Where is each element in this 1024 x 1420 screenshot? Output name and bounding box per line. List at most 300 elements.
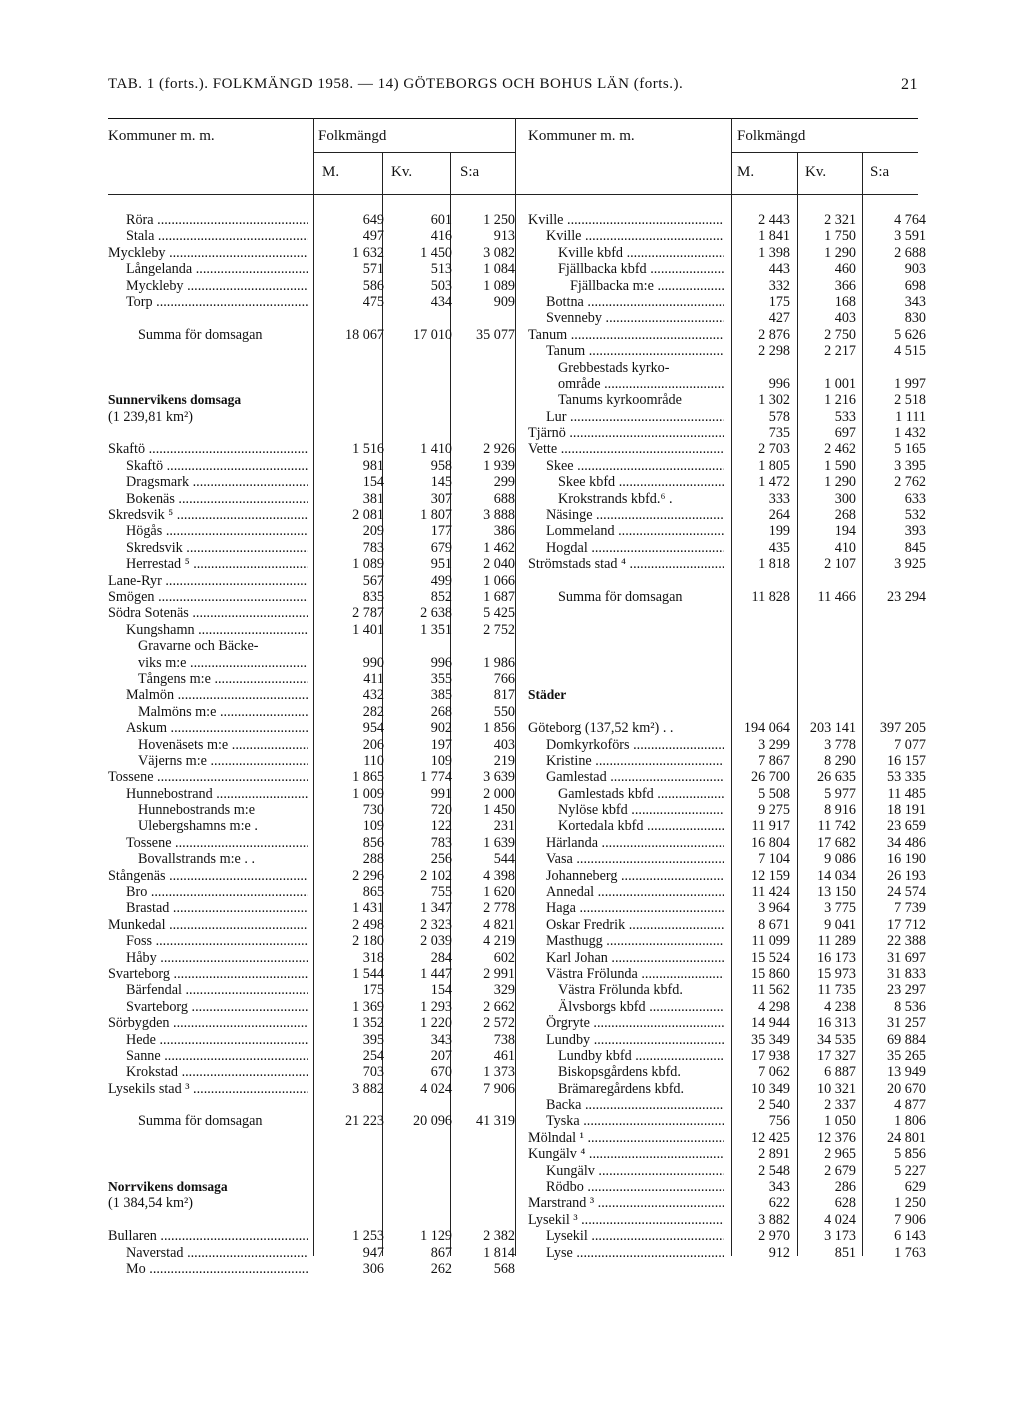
table-row (528, 1081, 928, 1097)
row-label: Myckleby ..... (126, 278, 308, 294)
value-women: 410 (834, 539, 856, 556)
value-men: 11 917 (751, 818, 790, 835)
value-women: 12 376 (816, 1129, 856, 1146)
value-men: 411 (363, 670, 384, 687)
row-label: Backa ..... (546, 1097, 724, 1113)
row-label: Skee kbfd ..... (558, 474, 724, 490)
row-label: Kungälv ..... (546, 1163, 724, 1179)
table-row (108, 212, 523, 228)
table-row (528, 950, 928, 966)
value-women: 11 742 (817, 818, 856, 835)
row-label: Tanum ..... (528, 327, 724, 343)
table-row (108, 982, 523, 998)
table-row (108, 638, 523, 654)
table-row (108, 1195, 523, 1211)
value-women: 1 220 (420, 1015, 452, 1032)
row-label: Smögen ..... (108, 589, 308, 605)
left-folkmangd-header: Folkmängd (318, 128, 387, 144)
value-women: 17 010 (412, 326, 452, 343)
value-total: 26 193 (886, 867, 926, 884)
table-row (108, 999, 523, 1015)
value-total: 4 515 (894, 343, 926, 360)
table-row (528, 1048, 928, 1064)
value-men: 996 (768, 375, 790, 392)
page-header (108, 76, 918, 98)
table-row (108, 1179, 523, 1195)
value-women: 10 321 (816, 1080, 856, 1097)
value-men: 5 508 (758, 785, 790, 802)
value-women: 697 (834, 425, 856, 442)
row-label: (1 384,54 km²) (108, 1195, 194, 1212)
table-row (108, 966, 523, 982)
value-men: 10 349 (750, 1080, 790, 1097)
value-total: 688 (493, 490, 515, 507)
table-row (528, 228, 928, 244)
table-row (528, 540, 928, 556)
value-men: 11 099 (751, 933, 790, 950)
table-row (528, 376, 928, 392)
value-women: 8 290 (824, 752, 856, 769)
value-men: 783 (362, 539, 384, 556)
value-women: 416 (430, 228, 452, 245)
value-men: 1 805 (758, 457, 790, 474)
spacer-row (108, 1163, 523, 1179)
value-total: 3 591 (894, 228, 926, 245)
table-row (528, 1032, 928, 1048)
row-label: Nylöse kbfd ..... (558, 802, 724, 818)
value-total: 8 536 (894, 998, 926, 1015)
value-total: 299 (493, 474, 515, 491)
table-row (108, 1081, 523, 1097)
value-women: 1 293 (420, 998, 452, 1015)
value-total: 11 485 (887, 785, 926, 802)
value-men: 3 882 (352, 1080, 384, 1097)
value-total: 7 906 (483, 1080, 515, 1097)
value-total: 532 (904, 507, 926, 524)
value-men: 8 671 (758, 916, 790, 933)
row-label: Brämaregårdens kbfd. (558, 1080, 685, 1097)
value-women: 783 (430, 834, 452, 851)
row-label: Vasa ..... (546, 851, 724, 867)
value-men: 18 067 (344, 326, 384, 343)
row-label: Näsinge ..... (546, 507, 724, 523)
value-men: 175 (768, 293, 790, 310)
table-row (528, 966, 928, 982)
value-men: 7 104 (758, 851, 790, 868)
value-total: 7 739 (894, 900, 926, 917)
value-women: 2 323 (420, 916, 452, 933)
value-women: 4 024 (420, 1080, 452, 1097)
table-row (108, 523, 523, 539)
row-label: Fjällbacka m:e ..... (570, 278, 724, 294)
value-women: 343 (430, 1031, 452, 1048)
table-row (108, 589, 523, 605)
left-column (108, 212, 523, 1277)
value-total: 6 143 (894, 1228, 926, 1245)
value-men: 954 (362, 720, 384, 737)
row-label: Mölndal ¹ ..... (528, 1130, 724, 1146)
table-row (108, 802, 523, 818)
row-label: område ..... (558, 376, 724, 392)
table-row (528, 491, 928, 507)
value-men: 175 (362, 982, 384, 999)
value-women: 268 (430, 703, 452, 720)
value-men: 475 (362, 293, 384, 310)
value-women: 996 (430, 654, 452, 671)
right-column (528, 212, 928, 1261)
value-women: 11 735 (817, 982, 856, 999)
table-row (108, 507, 523, 523)
row-label: Tjärnö ..... (528, 425, 724, 441)
value-men: 381 (362, 490, 384, 507)
table-row (108, 409, 523, 425)
spacer-row (108, 425, 523, 441)
value-women: 286 (834, 1179, 856, 1196)
table-row (108, 540, 523, 556)
spacer-row (528, 638, 928, 654)
row-label: Tyska ..... (546, 1113, 724, 1129)
value-total: 1 250 (894, 1195, 926, 1212)
value-men: 3 882 (758, 1211, 790, 1228)
value-total: 903 (904, 261, 926, 278)
table-row (528, 900, 928, 916)
table-row (108, 769, 523, 785)
row-label: Södra Sotenäs ..... (108, 605, 308, 621)
table-row (528, 884, 928, 900)
spacer-row (528, 655, 928, 671)
value-men: 26 700 (750, 769, 790, 786)
table-row (528, 818, 928, 834)
value-men: 1 431 (352, 900, 384, 917)
row-label: Skredsvik ⁵ ..... (108, 507, 308, 523)
table-row (108, 868, 523, 884)
spacer-row (108, 376, 523, 392)
row-label: Bärfendal ..... (126, 982, 308, 998)
table-row (528, 458, 928, 474)
row-label: Lundby kbfd ..... (558, 1048, 724, 1064)
table-row (528, 360, 928, 376)
value-men: 318 (362, 949, 384, 966)
table-row (528, 1195, 928, 1211)
value-total: 35 265 (886, 1047, 926, 1064)
value-men: 154 (362, 474, 384, 491)
table-row (108, 720, 523, 736)
value-men: 1 352 (352, 1015, 384, 1032)
row-label: Västra Frölunda kbfd. (558, 982, 683, 999)
value-men: 1 544 (352, 965, 384, 982)
value-men: 865 (362, 884, 384, 901)
value-men: 194 064 (743, 720, 790, 737)
table-row (528, 589, 928, 605)
value-women: 499 (430, 572, 452, 589)
row-label: Kungälv ⁴ ..... (528, 1146, 724, 1162)
row-label: Stala ..... (126, 228, 308, 244)
value-women: 385 (430, 687, 452, 704)
row-label: Grebbestads kyrko- (558, 359, 670, 376)
value-total: 393 (904, 523, 926, 540)
value-women: 1 290 (824, 244, 856, 261)
value-total: 698 (904, 277, 926, 294)
value-women: 11 289 (817, 933, 856, 950)
value-men: 432 (362, 687, 384, 704)
row-label: Domkyrkoförs ..... (546, 737, 724, 753)
value-total: 53 335 (886, 769, 926, 786)
value-women: 2 679 (824, 1162, 856, 1179)
value-women: 207 (430, 1047, 452, 1064)
value-total: 2 752 (483, 621, 515, 638)
row-label: Gravarne och Bäcke- (138, 638, 259, 655)
value-total: 2 991 (483, 965, 515, 982)
row-label: Håby ..... (126, 950, 308, 966)
row-label: Askum ..... (126, 720, 308, 736)
value-total: 2 688 (894, 244, 926, 261)
value-women: 601 (430, 212, 452, 228)
value-women: 1 774 (420, 769, 452, 786)
table-row (108, 1245, 523, 1261)
table-row (528, 310, 928, 326)
value-men: 622 (768, 1195, 790, 1212)
spacer-row (528, 704, 928, 720)
row-label: Biskopsgårdens kbfd. (558, 1064, 681, 1081)
value-total: 817 (493, 687, 515, 704)
table-row (528, 1113, 928, 1129)
table-row (528, 786, 928, 802)
row-label: Sanne ..... (126, 1048, 308, 1064)
value-men: 2 540 (758, 1097, 790, 1114)
value-total: 31 697 (886, 949, 926, 966)
value-total: 23 297 (886, 982, 926, 999)
table-row (528, 802, 928, 818)
value-men: 15 524 (750, 949, 790, 966)
row-label: Hunnebostrands m:e (138, 802, 256, 819)
row-label: Lundby ..... (546, 1032, 724, 1048)
row-label: Lommeland ..... (546, 523, 724, 539)
table-row (108, 294, 523, 310)
row-label: Norrvikens domsaga (108, 1179, 228, 1195)
value-women: 2 102 (420, 867, 452, 884)
row-label: Stångenäs ..... (108, 868, 308, 884)
row-label: Hede ..... (126, 1032, 308, 1048)
table-row (528, 769, 928, 785)
right-kommuner-header: Kommuner m. m. (528, 128, 635, 144)
table-row (528, 737, 928, 753)
table-row (108, 818, 523, 834)
value-men: 1 253 (352, 1228, 384, 1245)
left-sa-header: S:a (460, 164, 480, 180)
value-men: 1 302 (758, 392, 790, 409)
value-total: 1 763 (894, 1244, 926, 1261)
table-row (108, 228, 523, 244)
right-m-header: M. (737, 164, 755, 180)
row-label: Hovenäsets m:e ..... (138, 737, 308, 753)
value-women: 2 965 (824, 1146, 856, 1163)
table-row (108, 491, 523, 507)
row-label: Tossene ..... (108, 769, 308, 785)
row-label: Gamlestads kbfd ..... (558, 786, 724, 802)
value-women: 679 (430, 539, 452, 556)
row-label: Vette ..... (528, 441, 724, 457)
table-row (528, 1228, 928, 1244)
row-label: Skaftö ..... (108, 441, 308, 457)
value-men: 1 089 (352, 556, 384, 573)
value-women: 1 001 (824, 375, 856, 392)
value-men: 2 548 (758, 1162, 790, 1179)
row-label: Malmöns m:e ..... (138, 704, 308, 720)
spacer-row (108, 360, 523, 376)
spacer-row (108, 310, 523, 326)
value-men: 947 (362, 1244, 384, 1261)
value-total: 35 077 (475, 326, 515, 343)
value-women: 951 (430, 556, 452, 573)
value-women: 1 590 (824, 457, 856, 474)
value-men: 110 (363, 752, 384, 769)
table-row (528, 507, 928, 523)
table-row (108, 622, 523, 638)
row-label: viks m:e ..... (138, 655, 308, 671)
row-label: Summa för domsagan (138, 1113, 263, 1130)
table-row (528, 1015, 928, 1031)
value-women: 177 (430, 523, 452, 540)
table-row (108, 1048, 523, 1064)
value-total: 17 712 (886, 916, 926, 933)
row-label: Masthugg ..... (546, 933, 724, 949)
row-label: Summa för domsagan (558, 588, 683, 605)
row-label: Skee ..... (546, 458, 724, 474)
value-total: 4 398 (483, 867, 515, 884)
value-total: 329 (493, 982, 515, 999)
table-row (528, 212, 928, 228)
value-women: 307 (430, 490, 452, 507)
spacer-row (528, 622, 928, 638)
value-total: 830 (904, 310, 926, 327)
value-women: 194 (834, 523, 856, 540)
value-men: 1 398 (758, 244, 790, 261)
value-total: 845 (904, 539, 926, 556)
value-total: 231 (493, 818, 515, 835)
value-total: 22 388 (886, 933, 926, 950)
table-row (108, 737, 523, 753)
table-row (528, 556, 928, 572)
value-women: 8 916 (824, 802, 856, 819)
table-row (528, 261, 928, 277)
table-row (528, 1064, 928, 1080)
row-label: Lysekil ..... (546, 1228, 724, 1244)
value-total: 16 190 (886, 851, 926, 868)
table-row (528, 1097, 928, 1113)
value-women: 1 807 (420, 507, 452, 524)
value-women: 262 (430, 1261, 452, 1277)
value-women: 1 447 (420, 965, 452, 982)
row-label: Rödbo ..... (546, 1179, 724, 1195)
value-men: 2 703 (758, 441, 790, 458)
table-row (108, 851, 523, 867)
value-women: 434 (430, 293, 452, 310)
value-women: 533 (834, 408, 856, 425)
table-row (528, 474, 928, 490)
table-row (108, 441, 523, 457)
value-women: 670 (430, 1064, 452, 1081)
value-total: 1 939 (483, 457, 515, 474)
value-women: 284 (430, 949, 452, 966)
value-women: 20 096 (412, 1113, 452, 1130)
value-men: 435 (768, 539, 790, 556)
value-men: 395 (362, 1031, 384, 1048)
table-row (108, 556, 523, 572)
value-women: 1 129 (420, 1228, 452, 1245)
value-women: 2 638 (420, 605, 452, 622)
value-men: 2 876 (758, 326, 790, 343)
value-men: 16 804 (750, 834, 790, 851)
row-label: Brastad ..... (126, 900, 308, 916)
value-men: 443 (768, 261, 790, 278)
value-women: 5 977 (824, 785, 856, 802)
table-row (528, 868, 928, 884)
table-row (528, 753, 928, 769)
value-men: 497 (362, 228, 384, 245)
row-label: Älvsborgs kbfd ..... (558, 999, 724, 1015)
value-women: 366 (834, 277, 856, 294)
row-label: Torp ..... (126, 294, 308, 310)
value-total: 1 084 (483, 261, 515, 278)
value-total: 5 626 (894, 326, 926, 343)
value-total: 7 906 (894, 1211, 926, 1228)
value-men: 9 275 (758, 802, 790, 819)
row-label: Strömstads stad ⁴ ..... (528, 556, 724, 572)
value-total: 5 165 (894, 441, 926, 458)
value-total: 31 833 (886, 965, 926, 982)
value-total: 4 764 (894, 212, 926, 228)
value-total: 2 040 (483, 556, 515, 573)
value-total: 1 111 (895, 408, 926, 425)
value-total: 568 (493, 1261, 515, 1277)
table-row (528, 409, 928, 425)
row-label: Lysekil ³ ..... (528, 1212, 724, 1228)
table-row (528, 327, 928, 343)
value-total: 20 670 (886, 1080, 926, 1097)
value-women: 17 682 (816, 834, 856, 851)
value-women: 16 313 (816, 1015, 856, 1032)
spacer-row (108, 1097, 523, 1113)
value-men: 1 818 (758, 556, 790, 573)
value-men: 567 (362, 572, 384, 589)
spacer-row (528, 605, 928, 621)
value-total: 1 856 (483, 720, 515, 737)
value-women: 203 141 (809, 720, 856, 737)
value-men: 1 369 (352, 998, 384, 1015)
value-women: 168 (834, 293, 856, 310)
value-women: 16 173 (816, 949, 856, 966)
value-men: 756 (768, 1113, 790, 1130)
value-women: 154 (430, 982, 452, 999)
row-label: (1 239,81 km²) (108, 408, 194, 425)
row-label: Malmön ..... (126, 687, 308, 703)
value-women: 755 (430, 884, 452, 901)
row-label: Kristine ..... (546, 753, 724, 769)
value-women: 109 (430, 752, 452, 769)
value-total: 5 425 (483, 605, 515, 622)
value-men: 1 516 (352, 441, 384, 458)
value-women: 2 039 (420, 933, 452, 950)
value-total: 1 432 (894, 425, 926, 442)
value-women: 355 (430, 670, 452, 687)
row-label: Lur ..... (546, 409, 724, 425)
value-women: 197 (430, 736, 452, 753)
table-row (528, 982, 928, 998)
table-row (108, 753, 523, 769)
row-label: Haga ..... (546, 900, 724, 916)
value-total: 3 395 (894, 457, 926, 474)
value-men: 11 424 (751, 884, 790, 901)
